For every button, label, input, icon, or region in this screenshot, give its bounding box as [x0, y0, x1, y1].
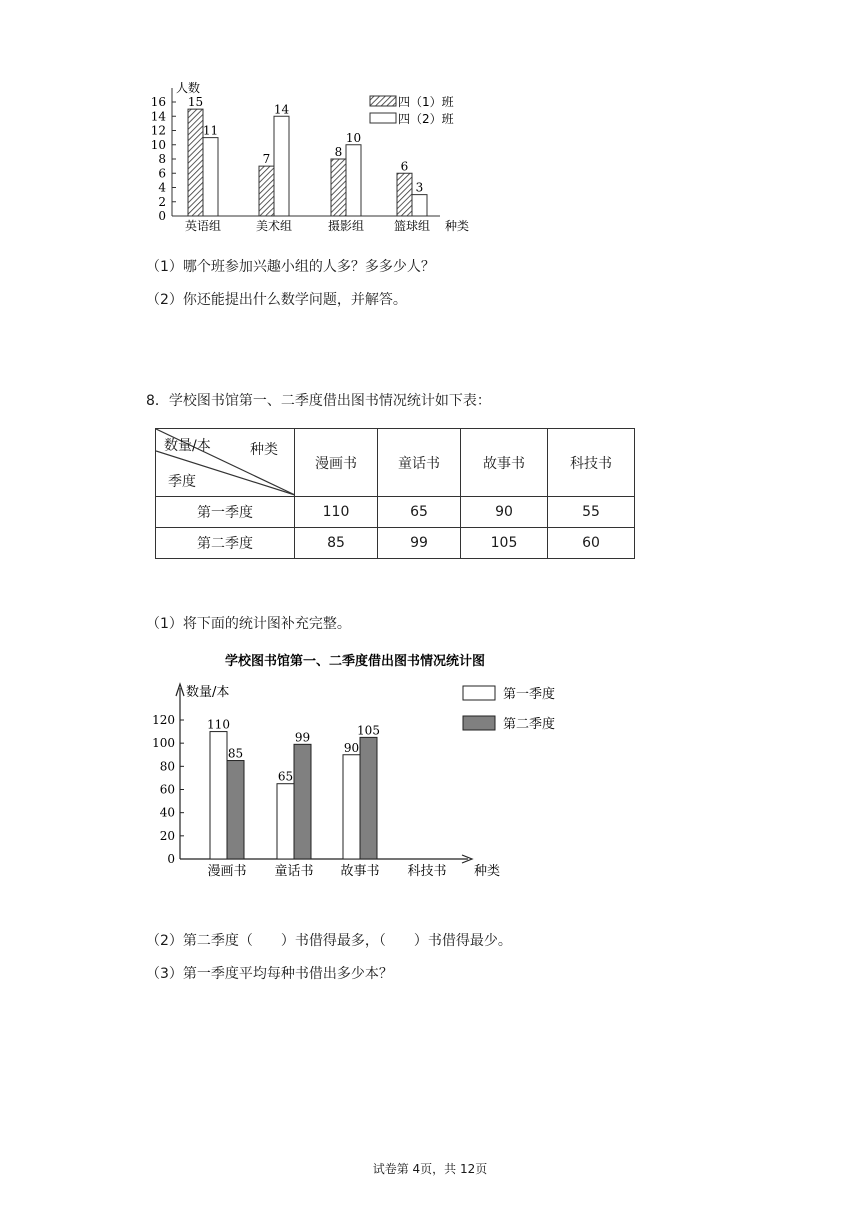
table-cell: 99 [378, 528, 461, 559]
y-tick-label: 2 [158, 194, 166, 209]
bar [203, 138, 218, 216]
y-tick-label: 14 [150, 109, 166, 124]
y-tick-label: 6 [158, 166, 166, 181]
bar [294, 744, 311, 859]
bar [331, 159, 346, 216]
bar [188, 109, 203, 216]
bar-value-label: 3 [415, 180, 424, 195]
table-row [156, 528, 635, 559]
bar-value-label: 11 [202, 123, 219, 138]
table-cell: 85 [295, 528, 378, 559]
legend-swatch [370, 113, 396, 123]
x-category-label: 美术组 [255, 219, 293, 233]
group-bar-chart-interest [0, 0, 860, 240]
y-tick-label: 40 [159, 805, 175, 820]
y-tick-label: 60 [159, 782, 175, 797]
table-cell: 65 [378, 497, 461, 528]
y-tick-label: 80 [159, 759, 175, 774]
x-category-label: 故事书 [340, 864, 380, 879]
y-tick-label: 16 [150, 95, 166, 109]
header-quantity-label: 数量/本 [164, 438, 211, 454]
problem-8-question-3: （3）第一季度平均每种书借出多少本？ [146, 966, 393, 982]
legend-swatch [370, 96, 396, 106]
y-axis-label: 数量/本 [186, 685, 230, 700]
bar [259, 166, 274, 216]
x-axis-label: 种类 [445, 219, 470, 233]
column-header: 科技书 [548, 429, 635, 497]
bar [227, 761, 244, 859]
bar-value-label: 15 [187, 95, 204, 110]
x-category-label: 童话书 [274, 864, 314, 879]
problem-8-question-2: （2）第二季度（ ）书借得最多，（ ）书借得最少。 [146, 933, 512, 949]
y-axis-label: 人数 [176, 81, 201, 95]
bar-value-label: 105 [357, 723, 380, 738]
page-footer: 试卷第 4页，共 12页 [372, 1162, 488, 1176]
bar [274, 116, 289, 216]
question-1: （1）哪个班参加兴趣小组的人多？多多少人？ [146, 259, 435, 275]
legend-label: 四（1）班 [398, 95, 454, 109]
y-tick-label: 12 [150, 123, 166, 138]
bar [343, 755, 360, 859]
x-category-label: 英语组 [184, 219, 222, 233]
row-label: 第二季度 [156, 528, 295, 559]
y-tick-label: 0 [158, 209, 166, 223]
problem-8-stem: 8．学校图书馆第一、二季度借出图书情况统计如下表： [146, 393, 491, 409]
row-label: 第一季度 [156, 497, 295, 528]
column-header: 童话书 [378, 429, 461, 497]
chart-title: 学校图书馆第一、二季度借出图书情况统计图 [224, 654, 486, 669]
bar-value-label: 7 [262, 152, 271, 167]
bar [360, 737, 377, 859]
bar-value-label: 110 [207, 717, 230, 732]
y-tick-label: 120 [152, 713, 175, 727]
y-tick-label: 100 [152, 736, 175, 751]
legend-label: 第二季度 [503, 717, 556, 732]
diagonal-header-cell [156, 429, 295, 497]
bar [210, 732, 227, 859]
bar [397, 173, 412, 216]
y-tick-label: 8 [158, 152, 166, 166]
question-2: （2）你还能提出什么数学问题，并解答。 [146, 292, 407, 308]
y-tick-label: 20 [159, 828, 175, 843]
x-category-label: 篮球组 [393, 219, 431, 233]
bar [346, 145, 361, 216]
legend-label: 四（2）班 [398, 112, 454, 126]
header-category-label: 种类 [250, 442, 278, 458]
table-cell: 110 [295, 497, 378, 528]
table-cell: 90 [461, 497, 548, 528]
column-header: 故事书 [461, 429, 548, 497]
borrowing-stats-table [155, 428, 635, 559]
bar [277, 784, 294, 859]
x-category-label: 科技书 [407, 864, 447, 879]
y-tick-label: 4 [158, 180, 166, 195]
legend-swatch [463, 686, 495, 700]
table-cell: 60 [548, 528, 635, 559]
legend-label: 第一季度 [503, 687, 556, 702]
bar-value-label: 10 [345, 130, 362, 145]
y-tick-label: 0 [167, 852, 175, 866]
library-borrowing-chart [0, 640, 860, 890]
column-header: 漫画书 [295, 429, 378, 497]
table-cell: 55 [548, 497, 635, 528]
problem-8-question-1: （1）将下面的统计图补充完整。 [146, 616, 351, 632]
bar-value-label: 14 [273, 102, 290, 117]
bar [412, 195, 427, 216]
bar-value-label: 85 [227, 746, 244, 761]
x-category-label: 漫画书 [207, 864, 247, 879]
table-cell: 105 [461, 528, 548, 559]
x-axis-label: 种类 [474, 864, 501, 879]
header-season-label: 季度 [168, 474, 196, 490]
bar-value-label: 90 [343, 740, 360, 755]
y-tick-label: 10 [150, 137, 166, 152]
x-category-label: 摄影组 [327, 219, 365, 233]
bar-value-label: 99 [294, 730, 311, 745]
table-row [156, 497, 635, 528]
bar-value-label: 8 [334, 145, 343, 159]
bar-value-label: 65 [277, 769, 294, 784]
legend-swatch [463, 716, 495, 730]
bar-value-label: 6 [400, 159, 409, 174]
